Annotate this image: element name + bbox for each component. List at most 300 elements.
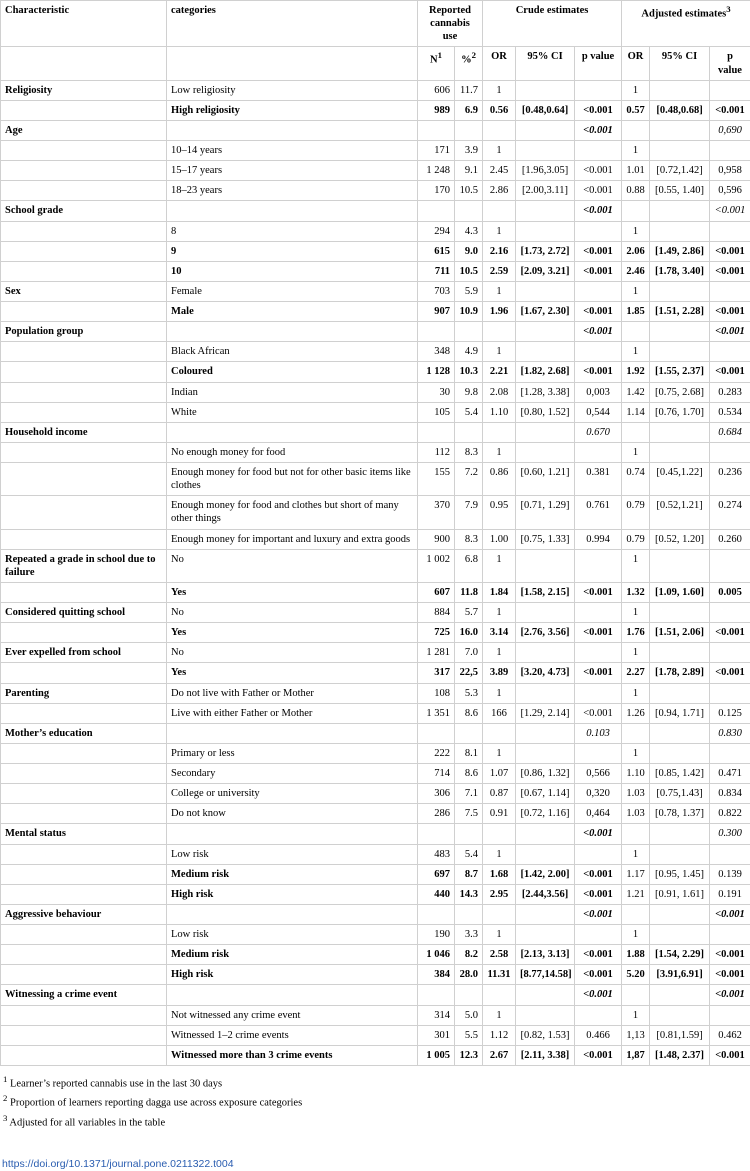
characteristic-cell [1,221,167,241]
aor-cell: 1 [622,925,650,945]
aor-cell: 1 [622,1005,650,1025]
p-cell [575,141,622,161]
characteristic-cell [1,362,167,382]
footnote [3,1093,747,1109]
p-cell: 0.670 [575,422,622,442]
ap-cell: 0.822 [710,804,750,824]
characteristic-cell: Ever expelled from school [1,643,167,663]
ap-cell: <0.001 [710,261,750,281]
category-cell: Female [167,281,418,301]
characteristic-cell: Repeated a grade in school due to failure [1,549,167,582]
table-row [1,100,750,120]
characteristic-cell: Religiosity [1,80,167,100]
category-cell: Enough money for food but not for other basic items like clothes [167,463,418,496]
n-cell: 607 [418,582,455,602]
category-cell: Male [167,302,418,322]
table-row [1,784,750,804]
characteristic-cell [1,442,167,462]
pct-cell: 4.9 [455,342,483,362]
pct-cell: 3.3 [455,925,483,945]
header-ap: p value [710,47,750,80]
ap-cell: <0.001 [710,322,750,342]
or-cell [483,120,516,140]
p-cell: 0,566 [575,764,622,784]
or-cell: 0.87 [483,784,516,804]
category-cell: No enough money for food [167,442,418,462]
footnote-marker: 2 [3,1093,8,1104]
footnote-text: Adjusted for all variables in the table [9,1117,166,1129]
header-crude: Crude estimates [483,1,622,47]
aor-cell [622,723,650,743]
aor-cell: 1 [622,743,650,763]
ap-cell: 0.534 [710,402,750,422]
p-cell: 0.994 [575,529,622,549]
characteristic-cell [1,463,167,496]
ci-cell [516,1005,575,1025]
pct-cell: 7.1 [455,784,483,804]
n-cell [418,723,455,743]
aci-cell [650,141,710,161]
category-cell: Not witnessed any crime event [167,1005,418,1025]
ap-cell: 0,596 [710,181,750,201]
table-row [1,221,750,241]
characteristic-cell [1,496,167,529]
header-ci: 95% CI [516,47,575,80]
p-cell: <0.001 [575,302,622,322]
or-cell: 1 [483,925,516,945]
ci-cell [516,743,575,763]
aor-cell [622,985,650,1005]
characteristic-cell [1,965,167,985]
n-cell: 703 [418,281,455,301]
aor-cell [622,120,650,140]
aci-cell: [0.95, 1.45] [650,864,710,884]
category-cell: High risk [167,965,418,985]
ci-cell [516,442,575,462]
p-cell: <0.001 [575,965,622,985]
table-row [1,120,750,140]
n-cell: 105 [418,402,455,422]
table-row [1,945,750,965]
aci-cell [650,925,710,945]
aci-cell [650,1005,710,1025]
ap-cell: <0.001 [710,302,750,322]
ci-cell [516,281,575,301]
characteristic-cell [1,1005,167,1025]
footnotes [0,1066,750,1129]
table-row [1,925,750,945]
or-cell: 3.14 [483,623,516,643]
n-cell: 222 [418,743,455,763]
aor-cell: 1 [622,281,650,301]
category-cell: Low religiosity [167,80,418,100]
n-cell: 1 248 [418,161,455,181]
category-cell: Secondary [167,764,418,784]
header-aor: OR [622,47,650,80]
aci-cell: [1.48, 2.37] [650,1045,710,1065]
aor-cell: 1 [622,342,650,362]
characteristic-cell: School grade [1,201,167,221]
aor-cell: 1 [622,643,650,663]
ap-cell: 0.260 [710,529,750,549]
pct-cell: 28.0 [455,965,483,985]
p-cell [575,643,622,663]
ci-cell: [1.28, 3.38] [516,382,575,402]
aor-cell: 1.21 [622,884,650,904]
p-cell: <0.001 [575,864,622,884]
ci-cell: [1.29, 2.14] [516,703,575,723]
table-row [1,1045,750,1065]
aor-cell: 2.46 [622,261,650,281]
n-cell: 314 [418,1005,455,1025]
ci-cell: [1.82, 2.68] [516,362,575,382]
n-cell: 1 281 [418,643,455,663]
ci-cell: [8.77,14.58] [516,965,575,985]
pct-cell: 5.5 [455,1025,483,1045]
or-cell: 2.45 [483,161,516,181]
pct-cell: 7.9 [455,496,483,529]
ci-cell [516,141,575,161]
pct-cell [455,985,483,1005]
ap-cell: <0.001 [710,623,750,643]
ci-cell: [0.72, 1.16] [516,804,575,824]
aci-cell [650,743,710,763]
n-cell: 1 351 [418,703,455,723]
characteristic-cell [1,342,167,362]
n-cell: 155 [418,463,455,496]
aci-cell: [0.52,1.21] [650,496,710,529]
table-row [1,342,750,362]
ci-cell [516,844,575,864]
or-cell: 1.10 [483,402,516,422]
p-cell: <0.001 [575,884,622,904]
pct-cell: 9.1 [455,161,483,181]
aci-cell: [1.51, 2.06] [650,623,710,643]
p-cell [575,281,622,301]
p-cell: <0.001 [575,623,622,643]
n-cell [418,120,455,140]
aor-cell: 1.85 [622,302,650,322]
ci-cell [516,549,575,582]
ap-cell: 0.471 [710,764,750,784]
ap-cell: 0.236 [710,463,750,496]
ap-cell [710,1005,750,1025]
ci-cell: [0.82, 1.53] [516,1025,575,1045]
n-cell: 1 046 [418,945,455,965]
aor-cell: 1.88 [622,945,650,965]
table-row [1,422,750,442]
or-cell: 1.84 [483,582,516,602]
p-cell: <0.001 [575,161,622,181]
aor-cell: 1 [622,683,650,703]
category-cell [167,120,418,140]
aor-cell: 1.76 [622,623,650,643]
table-row [1,904,750,924]
category-cell [167,201,418,221]
table-row [1,1025,750,1045]
characteristic-cell: Mother’s education [1,723,167,743]
n-cell: 301 [418,1025,455,1045]
pct-cell: 16.0 [455,623,483,643]
characteristic-cell [1,784,167,804]
n-cell: 171 [418,141,455,161]
ci-cell [516,201,575,221]
n-cell: 606 [418,80,455,100]
ap-cell: 0.830 [710,723,750,743]
aci-cell [650,221,710,241]
category-cell: 10 [167,261,418,281]
characteristic-cell: Sex [1,281,167,301]
category-cell: Low risk [167,925,418,945]
aor-cell: 2.27 [622,663,650,683]
aor-cell: 1 [622,844,650,864]
ci-cell [516,603,575,623]
category-cell: 8 [167,221,418,241]
p-cell: 0,544 [575,402,622,422]
aci-cell: [1.49, 2.86] [650,241,710,261]
ci-cell [516,221,575,241]
or-cell: 2.86 [483,181,516,201]
category-cell: Primary or less [167,743,418,763]
p-cell: <0.001 [575,1045,622,1065]
aci-cell: [0.78, 1.37] [650,804,710,824]
aci-cell: [0.75,1.43] [650,784,710,804]
ap-cell: 0,690 [710,120,750,140]
n-cell [418,322,455,342]
or-cell: 2.08 [483,382,516,402]
or-cell: 1.07 [483,764,516,784]
p-cell [575,80,622,100]
aci-cell: [0.75, 2.68] [650,382,710,402]
ap-cell [710,844,750,864]
aor-cell: 1.42 [622,382,650,402]
n-cell: 30 [418,382,455,402]
category-cell: College or university [167,784,418,804]
or-cell: 1 [483,80,516,100]
aor-cell: 1 [622,80,650,100]
category-cell: Medium risk [167,945,418,965]
n-cell [418,201,455,221]
characteristic-cell: Household income [1,422,167,442]
or-cell: 2.59 [483,261,516,281]
pct-cell: 5.4 [455,402,483,422]
or-cell: 1 [483,549,516,582]
aor-cell: 1.14 [622,402,650,422]
pct-cell: 8.3 [455,529,483,549]
aci-cell [650,904,710,924]
category-cell [167,824,418,844]
aor-cell: 1.92 [622,362,650,382]
pct-cell: 3.9 [455,141,483,161]
footnote [3,1074,747,1090]
or-cell: 0.56 [483,100,516,120]
ci-cell: [1.96,3.05] [516,161,575,181]
aor-cell: 0.74 [622,463,650,496]
table-row [1,703,750,723]
aor-cell: 1.10 [622,764,650,784]
doi-link[interactable]: https://doi.org/10.1371/journal.pone.0211322.t004 [2,1158,234,1170]
pct-cell: 10.3 [455,362,483,382]
ci-cell: [0.48,0.64] [516,100,575,120]
ap-cell [710,643,750,663]
category-cell [167,904,418,924]
characteristic-cell [1,1025,167,1045]
aor-cell: 1.03 [622,784,650,804]
pct-cell: 12.3 [455,1045,483,1065]
aci-cell [650,281,710,301]
or-cell: 1 [483,743,516,763]
table-row [1,603,750,623]
characteristic-cell: Age [1,120,167,140]
aci-cell: [1.09, 1.60] [650,582,710,602]
n-cell [418,422,455,442]
p-cell [575,925,622,945]
aor-cell: 0.79 [622,496,650,529]
p-cell [575,603,622,623]
header-pct: %$^2$ [455,47,483,80]
ap-cell: 0.125 [710,703,750,723]
n-cell: 711 [418,261,455,281]
aci-cell [650,985,710,1005]
characteristic-cell [1,529,167,549]
n-cell: 989 [418,100,455,120]
category-cell: Witnessed more than 3 crime events [167,1045,418,1065]
or-cell: 11.31 [483,965,516,985]
header-p: p value [575,47,622,80]
ap-cell: 0.191 [710,884,750,904]
ci-cell: [2.00,3.11] [516,181,575,201]
ap-cell: 0.139 [710,864,750,884]
category-cell: High religiosity [167,100,418,120]
table-row [1,824,750,844]
n-cell: 294 [418,221,455,241]
characteristic-cell [1,925,167,945]
n-cell: 900 [418,529,455,549]
or-cell: 0.91 [483,804,516,824]
aci-cell [650,442,710,462]
table-row [1,965,750,985]
or-cell [483,904,516,924]
or-cell: 0.86 [483,463,516,496]
ci-cell: [0.71, 1.29] [516,496,575,529]
pct-cell [455,904,483,924]
ap-cell: <0.001 [710,904,750,924]
ap-cell: <0.001 [710,201,750,221]
or-cell: 2.21 [483,362,516,382]
ap-cell [710,442,750,462]
n-cell: 907 [418,302,455,322]
aci-cell [650,549,710,582]
n-cell: 725 [418,623,455,643]
aci-cell [650,342,710,362]
p-cell: 0,464 [575,804,622,824]
table-row [1,764,750,784]
category-cell: Low risk [167,844,418,864]
aor-cell: 0.88 [622,181,650,201]
aci-cell [650,120,710,140]
table-row [1,549,750,582]
table-row [1,161,750,181]
p-cell: <0.001 [575,181,622,201]
characteristic-cell [1,261,167,281]
aci-cell: [0.55, 1.40] [650,181,710,201]
pct-cell: 5.7 [455,603,483,623]
aor-cell: 1.32 [622,582,650,602]
n-cell [418,904,455,924]
p-cell: <0.001 [575,985,622,1005]
pct-cell: 11.8 [455,582,483,602]
category-cell: No [167,643,418,663]
or-cell: 1.12 [483,1025,516,1045]
p-cell: <0.001 [575,120,622,140]
category-cell: Do not live with Father or Mother [167,683,418,703]
ap-cell: <0.001 [710,100,750,120]
p-cell [575,221,622,241]
category-cell [167,723,418,743]
or-cell: 1 [483,1005,516,1025]
p-cell: <0.001 [575,362,622,382]
ap-cell: <0.001 [710,1045,750,1065]
p-cell [575,743,622,763]
header-aci: 95% CI [650,47,710,80]
pct-cell: 5.0 [455,1005,483,1025]
category-cell: 18–23 years [167,181,418,201]
category-cell: Indian [167,382,418,402]
or-cell [483,422,516,442]
or-cell: 1 [483,342,516,362]
category-cell: Witnessed 1–2 crime events [167,1025,418,1045]
or-cell: 2.58 [483,945,516,965]
ci-cell: [0.60, 1.21] [516,463,575,496]
or-cell: 1 [483,221,516,241]
n-cell: 697 [418,864,455,884]
pct-cell: 5.9 [455,281,483,301]
table-row [1,181,750,201]
aci-cell [650,683,710,703]
table-row [1,80,750,100]
n-cell: 370 [418,496,455,529]
p-cell [575,683,622,703]
pct-cell: 8.7 [455,864,483,884]
aor-cell: 1,13 [622,1025,650,1045]
ap-cell: <0.001 [710,241,750,261]
header-adjusted: Adjusted estimates$^3$ [622,1,750,47]
ci-cell: [2.09, 3.21] [516,261,575,281]
ap-cell: 0.462 [710,1025,750,1045]
pct-cell: 11.7 [455,80,483,100]
n-cell: 1 002 [418,549,455,582]
or-cell: 2.67 [483,1045,516,1065]
aor-cell: 1 [622,603,650,623]
or-cell [483,985,516,1005]
p-cell: <0.001 [575,824,622,844]
table-row [1,362,750,382]
aci-cell [650,643,710,663]
n-cell: 286 [418,804,455,824]
ci-cell: [2.11, 3.38] [516,1045,575,1065]
table-row [1,241,750,261]
aci-cell: [1.55, 2.37] [650,362,710,382]
or-cell: 1.68 [483,864,516,884]
ci-cell [516,322,575,342]
footnote-text: Proportion of learners reporting dagga use across exposure categories [10,1097,303,1109]
ci-cell [516,80,575,100]
aci-cell [650,80,710,100]
pct-cell: 5.3 [455,683,483,703]
or-cell: 1 [483,603,516,623]
characteristic-cell: Witnessing a crime event [1,985,167,1005]
aci-cell [650,844,710,864]
